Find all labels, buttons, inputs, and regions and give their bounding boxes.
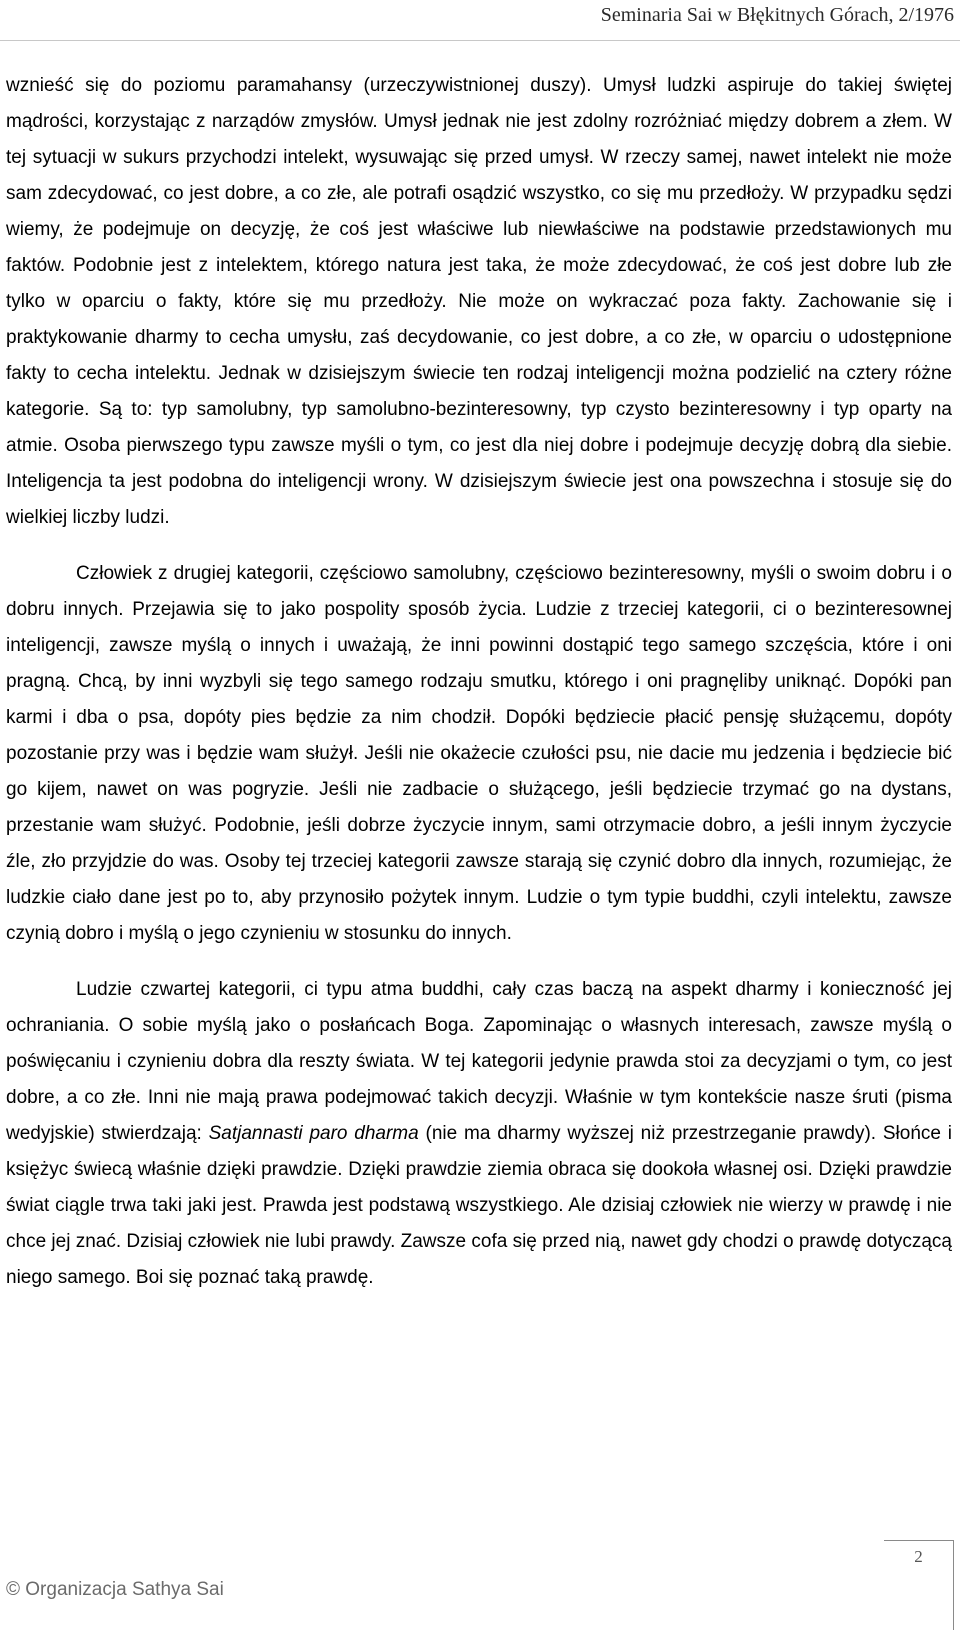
page-header bbox=[0, 0, 960, 46]
document-body bbox=[6, 68, 952, 1316]
paragraph-1: wznieść się do poziomu paramahansy (urzeczywistnionej duszy). Umysł ludzki aspiruje do takiej świętej mądrości, korzystając z narządów zmysłów. Umysł jednak nie jest zdolny rozróżniać między dobrem a złem. W tej sytuacji w sukurs przychodzi intelekt, wysuwając się przed umysł. W rzeczy samej, nawet intelekt nie może sam zdecydować, co jest dobre, a co złe, ale potrafi osądzić wszystko, co się mu przedłoży. W przypadku sędzi wiemy, że podejmuje on decyzję, że coś jest właściwe lub niewłaściwe na podstawie przedstawionych mu faktów. Podobnie jest z intelektem, którego natura jest taka, że może zdecydować, że coś jest dobre lub złe tylko w oparciu o fakty, które się mu przedłoży. Nie może on wykraczać poza fakty. Zachowanie się i praktykowanie dharmy to cecha umysłu, zaś decydowanie, co jest dobre, a co złe, w oparciu o udostępnione fakty to cecha intelektu. Jednak w dzisiejszym świecie ten rodzaj inteligencji można podzielić na cztery różne kategorie. Są to: typ samolubny, typ samolubno-bezinteresowny, typ czysto bezinteresowny i typ oparty na atmie. Osoba pierwszego typu zawsze myśli o tym, co jest dla niej dobre i podejmuje decyzję dobrą dla siebie. Inteligencja ta jest podobna do inteligencji wrony. W dzisiejszym świecie jest ona powszechna i stosuje się do wielkiej liczby ludzi. bbox=[6, 75, 952, 528]
paragraph-3-quote-italic: Satjannasti paro dharma bbox=[208, 1123, 419, 1144]
running-header-title: Seminaria Sai w Błękitnych Górach, 2/1976 bbox=[600, 4, 954, 26]
paragraph-3-text-start: Ludzie czwartej kategorii, ci typu atma buddhi, cały czas baczą na aspekt dharmy i konieczność jej ochraniania. O sobie myślą jako o posłańcach Boga. Zapominając o własnych interesach, zawsze myślą o poświęcaniu i czynieniu dobra dla reszty świata. W tej kategorii jedynie prawda stoi za decyzjami o tym, co jest dobre, a co złe. Inni nie mają prawa podejmować takich decyzji. Właśnie w tym kontekście nasze śruti (pisma wedyjskie) stwierdzają: bbox=[6, 979, 952, 1144]
paragraph-3 bbox=[6, 972, 952, 1296]
page-footer bbox=[0, 1540, 960, 1642]
paragraph-2: Człowiek z drugiej kategorii, częściowo samolubny, częściowo bezinteresowny, myśli o swoim dobru i o dobru innych. Przejawia się to jako pospolity sposób życia. Ludzie z trzeciej kategorii, ci o bezinteresownej inteligencji, zawsze myślą o innych i uważają, że inni powinni dostąpić tego samego szczęścia, które i oni pragną. Chcą, by inni wyzbyli się tego samego rodzaju smutku, którego i oni pragnęliby uniknąć. Dopóki pan karmi i dba o psa, dopóty pies będzie za nim chodził. Dopóki będziecie płacić pensję służącemu, dopóty pozostanie przy was i będzie wam służył. Jeśli nie okażecie czułości psu, nie dacie mu jedzenia i będziecie bić go kijem, nawet on was pogryzie. Jeśli nie zadbacie o służącego, jeśli będziecie trzymać go na dystans, przestanie wam służyć. Podobnie, jeśli dobrze życzycie innym, sami otrzymacie dobro, a jeśli innym życzycie źle, zło przyjdzie do was. Osoby tej trzeciej kategorii zawsze starają się czynić dobro dla innych, rozumiejąc, że ludzkie ciało dane jest po to, aby przynosiło pożytek innym. Ludzie o tym typie buddhi, czyli intelektu, zawsze czynią dobro i myślą o jego czynieniu w stosunku do innych. bbox=[6, 563, 952, 944]
page-number-box bbox=[884, 1540, 954, 1630]
header-divider bbox=[0, 40, 960, 41]
page-number: 2 bbox=[914, 1547, 923, 1566]
copyright-notice: © Organizacja Sathya Sai bbox=[6, 1579, 224, 1600]
paragraph-3-text-end: (nie ma dharmy wyższej niż przestrzeganie prawdy). Słońce i księżyc świecą właśnie dzięki prawdzie. Dzięki prawdzie ziemia obraca się dookoła własnej osi. Dzięki prawdzie świat ciągle trwa taki jaki jest. Prawda jest podstawą wszystkiego. Ale dzisiaj człowiek nie wierzy w prawdę i nie chce jej znać. Dzisiaj człowiek nie lubi prawdy. Zawsze cofa się przed nią, nawet gdy chodzi o prawdę dotyczącą niego samego. Boi się poznać taką prawdę. bbox=[6, 1123, 952, 1288]
